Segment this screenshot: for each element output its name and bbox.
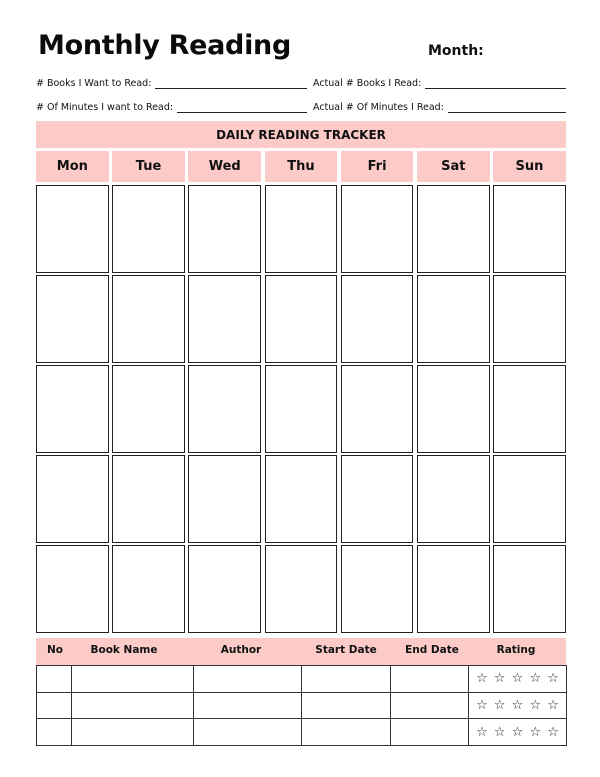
- star-icon[interactable]: ☆: [511, 671, 524, 687]
- col-header-start-date: Start Date: [315, 644, 377, 656]
- book-log-cell[interactable]: [391, 692, 469, 719]
- rating-stars[interactable]: [469, 726, 566, 739]
- col-header-author: Author: [220, 644, 262, 656]
- book-log-cell[interactable]: [72, 719, 194, 746]
- star-icon[interactable]: ☆: [476, 724, 488, 740]
- book-log-cell[interactable]: [72, 666, 194, 693]
- day-cell[interactable]: [112, 365, 185, 453]
- minutes-actual-line[interactable]: [448, 101, 566, 113]
- day-cell[interactable]: [112, 275, 185, 363]
- star-icon[interactable]: ☆: [493, 671, 506, 687]
- star-icon[interactable]: ☆: [547, 698, 559, 714]
- calendar-grid: [36, 185, 566, 633]
- minutes-want-line[interactable]: [177, 101, 307, 113]
- day-cell[interactable]: [188, 365, 261, 453]
- book-log-cell[interactable]: [302, 692, 391, 719]
- day-cell[interactable]: [36, 185, 109, 273]
- minutes-want-field[interactable]: [36, 97, 307, 113]
- day-cell[interactable]: [36, 455, 109, 543]
- page-title: Monthly Reading: [38, 30, 291, 61]
- weekday-fri: Fri: [341, 151, 414, 182]
- day-cell[interactable]: [493, 455, 566, 543]
- month-label: Month:: [428, 43, 484, 59]
- book-log-cell[interactable]: [391, 666, 469, 693]
- rating-stars[interactable]: [469, 672, 566, 685]
- day-cell[interactable]: [188, 455, 261, 543]
- table-row: [37, 692, 567, 719]
- day-cell[interactable]: [493, 185, 566, 273]
- star-icon[interactable]: ☆: [547, 671, 559, 687]
- weekday-sat: Sat: [417, 151, 490, 182]
- day-cell[interactable]: [36, 545, 109, 633]
- book-log-cell[interactable]: [37, 692, 72, 719]
- star-icon[interactable]: ☆: [493, 724, 506, 740]
- books-want-label: # Books I Want to Read:: [36, 78, 152, 89]
- star-icon[interactable]: ☆: [476, 671, 488, 687]
- day-cell[interactable]: [417, 365, 490, 453]
- book-log-cell[interactable]: [194, 666, 302, 693]
- weekday-sun: Sun: [493, 151, 566, 182]
- book-log-cell[interactable]: [37, 719, 72, 746]
- day-cell[interactable]: [112, 455, 185, 543]
- day-cell[interactable]: [112, 545, 185, 633]
- star-icon[interactable]: ☆: [476, 698, 488, 714]
- col-header-no: No: [46, 644, 64, 656]
- day-cell[interactable]: [341, 545, 414, 633]
- day-cell[interactable]: [265, 545, 338, 633]
- book-log-cell[interactable]: [469, 666, 567, 693]
- weekday-mon: Mon: [36, 151, 109, 182]
- day-cell[interactable]: [265, 455, 338, 543]
- day-cell[interactable]: [188, 545, 261, 633]
- book-log-cell[interactable]: [302, 719, 391, 746]
- book-log-cell[interactable]: [37, 666, 72, 693]
- day-cell[interactable]: [265, 185, 338, 273]
- table-row: [37, 719, 567, 746]
- star-icon[interactable]: ☆: [493, 698, 506, 714]
- weekday-header-row: [36, 151, 566, 182]
- book-log-cell[interactable]: [72, 692, 194, 719]
- tracker-title: DAILY READING TRACKER: [36, 121, 566, 148]
- book-log-cell[interactable]: [469, 692, 567, 719]
- book-log-cell[interactable]: [391, 719, 469, 746]
- book-log-header: [36, 638, 566, 665]
- star-icon[interactable]: ☆: [529, 671, 542, 687]
- day-cell[interactable]: [188, 275, 261, 363]
- day-cell[interactable]: [417, 455, 490, 543]
- day-cell[interactable]: [341, 275, 414, 363]
- star-icon[interactable]: ☆: [547, 724, 559, 740]
- book-log-table: [36, 665, 567, 746]
- book-log-cell[interactable]: [469, 719, 567, 746]
- rating-stars[interactable]: [469, 699, 566, 712]
- star-icon[interactable]: ☆: [511, 724, 524, 740]
- books-actual-field[interactable]: [313, 73, 566, 89]
- weekday-thu: Thu: [265, 151, 338, 182]
- day-cell[interactable]: [265, 365, 338, 453]
- star-icon[interactable]: ☆: [529, 724, 542, 740]
- books-want-field[interactable]: [36, 73, 307, 89]
- day-cell[interactable]: [36, 365, 109, 453]
- day-cell[interactable]: [36, 275, 109, 363]
- day-cell[interactable]: [493, 545, 566, 633]
- table-row: [37, 666, 567, 693]
- star-icon[interactable]: ☆: [511, 698, 524, 714]
- col-header-end-date: End Date: [405, 644, 459, 656]
- day-cell[interactable]: [493, 365, 566, 453]
- star-icon[interactable]: ☆: [529, 698, 542, 714]
- book-log-cell[interactable]: [302, 666, 391, 693]
- day-cell[interactable]: [493, 275, 566, 363]
- minutes-actual-label: Actual # Of Minutes I Read:: [313, 102, 444, 113]
- col-header-book-name: Book Name: [90, 644, 158, 656]
- weekday-tue: Tue: [112, 151, 185, 182]
- day-cell[interactable]: [112, 185, 185, 273]
- minutes-actual-field[interactable]: [313, 97, 566, 113]
- day-cell[interactable]: [188, 185, 261, 273]
- day-cell[interactable]: [417, 545, 490, 633]
- books-want-line[interactable]: [155, 77, 307, 89]
- book-log-cell[interactable]: [194, 692, 302, 719]
- day-cell[interactable]: [341, 455, 414, 543]
- day-cell[interactable]: [417, 275, 490, 363]
- books-actual-label: Actual # Books I Read:: [313, 78, 422, 89]
- day-cell[interactable]: [341, 185, 414, 273]
- col-header-rating: Rating: [496, 644, 536, 656]
- book-log-cell[interactable]: [194, 719, 302, 746]
- minutes-want-label: # Of Minutes I want to Read:: [36, 102, 174, 113]
- day-cell[interactable]: [341, 365, 414, 453]
- books-actual-line[interactable]: [425, 77, 566, 89]
- day-cell[interactable]: [417, 185, 490, 273]
- weekday-wed: Wed: [188, 151, 261, 182]
- day-cell[interactable]: [265, 275, 338, 363]
